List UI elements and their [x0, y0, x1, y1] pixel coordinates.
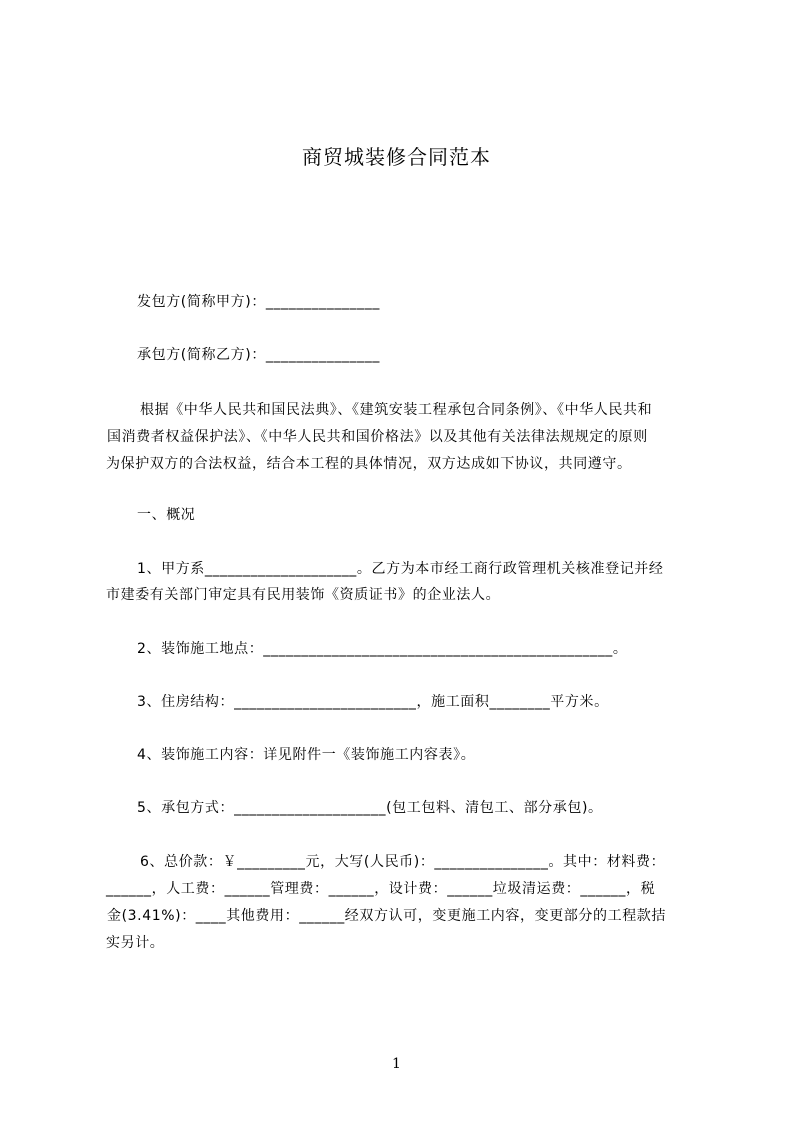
item-6-line-2: ______，人工费：______管理费：______，设计费：______垃圾清运费：______，税 — [106, 881, 656, 897]
item-2-line: 2、装饰施工地点：______________________________________________。 — [137, 641, 628, 657]
document-title: 商贸城装修合同范本 — [302, 145, 491, 169]
page-number: 1 — [392, 1056, 401, 1072]
item-5-line: 5、承包方式：____________________(包工包料、清包工、部分承包)。 — [137, 800, 603, 816]
preamble-line-3: 为保护双方的合法权益，结合本工程的具体情况，双方达成如下协议，共同遵守。 — [106, 456, 632, 472]
item-1-line-1: 1、甲方系____________________。乙方为本市经工商行政管理机关核准登记并经 — [137, 561, 664, 577]
party-b-line: 承包方(简称乙方)：_______________ — [137, 347, 380, 363]
item-6-line-3: 金(3.41%)：____其他费用：______经双方认可，变更施工内容，变更部分的工程款拮 — [107, 908, 666, 924]
preamble-line-2: 国消费者权益保护法》、《中华人民共和国价格法》以及其他有关法律法规规定的原则 — [107, 429, 648, 445]
item-1-line-2: 市建委有关部门审定具有民用装饰《资质证书》的企业法人。 — [106, 587, 501, 603]
item-4-line: 4、装饰施工内容：详见附件一《装饰施工内容表》。 — [137, 747, 476, 763]
item-3-line: 3、住房结构：________________________，施工面积________平方米。 — [137, 694, 609, 710]
party-a-line: 发包方(简称甲方)：_______________ — [137, 294, 380, 310]
section-heading: 一、概况 — [137, 507, 196, 523]
item-6-line-1: 6、总价款：￥_________元，大写(人民币)：_______________。其中：材料费： — [140, 854, 666, 870]
preamble-line-1: 根据《中华人民共和国民法典》、《建筑安装工程承包合同条例》、《中华人民共和 — [140, 402, 653, 418]
item-6-line-4: 实另计。 — [106, 935, 165, 951]
